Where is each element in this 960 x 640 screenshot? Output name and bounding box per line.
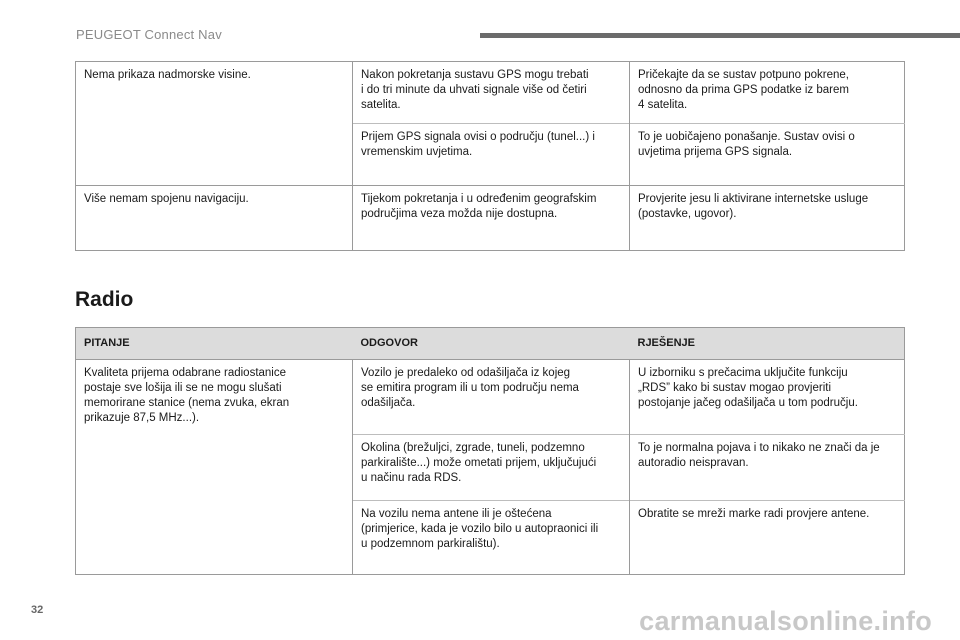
table-header-row — [76, 328, 905, 360]
document-header-title: PEUGEOT Connect Nav — [76, 27, 222, 42]
cause-cell: Okolina (brežuljci, zgrade, tuneli, podzemno parkiralište...) može ometati prijem, uključujući u načinu rada RDS. — [353, 435, 630, 501]
section-title-radio: Radio — [75, 288, 134, 311]
radio-troubleshooting-table — [75, 327, 905, 575]
solution-cell: To je normalna pojava i to nikako ne znači da je autoradio neispravan. — [630, 435, 905, 501]
header-divider-bar — [480, 33, 960, 38]
cause-cell: Vozilo je predaleko od odašiljača iz kojeg se emitira program ili u tom području nema odašiljača. — [353, 360, 630, 435]
question-cell: Više nemam spojenu navigaciju. — [76, 186, 353, 251]
cause-cell: Na vozilu nema antene ili je oštećena (primjerice, kada je vozilo bilo u autopraonici ili u podzemnom parkiralištu). — [353, 501, 630, 575]
table-row — [76, 62, 905, 124]
solution-cell: Obratite se mreži marke radi provjere antene. — [630, 501, 905, 575]
nav-troubleshooting-table — [75, 61, 905, 251]
cause-cell: Tijekom pokretanja i u određenim geografskim područjima veza možda nije dostupna. — [353, 186, 630, 251]
cause-cell: Prijem GPS signala ovisi o području (tunel...) i vremenskim uvjetima. — [353, 124, 630, 186]
table-row — [76, 186, 905, 251]
column-header-answer: ODGOVOR — [353, 328, 630, 360]
solution-cell: To je uobičajeno ponašanje. Sustav ovisi o uvjetima prijema GPS signala. — [630, 124, 905, 186]
solution-cell: U izborniku s prečacima uključite funkciju „RDS” kako bi sustav mogao provjeriti postojanje jačeg odašiljača u tom području. — [630, 360, 905, 435]
question-cell: Nema prikaza nadmorske visine. — [84, 69, 251, 81]
page-number: 32 — [31, 604, 44, 616]
solution-cell: Provjerite jesu li aktivirane internetske usluge (postavke, ugovor). — [630, 186, 905, 251]
table-row — [76, 360, 905, 435]
watermark-text: carmanualsonline.info — [639, 606, 932, 636]
question-cell: Kvaliteta prijema odabrane radiostanice postaje sve lošija ili se ne mogu slušati memorirane stanice (nema zvuka, ekran prikazuje 87,5 MHz...). — [76, 360, 353, 575]
cause-cell: Nakon pokretanja sustavu GPS mogu trebati i do tri minute da uhvati signale više od četiri satelita. — [353, 62, 630, 124]
solution-cell: Pričekajte da se sustav potpuno pokrene, odnosno da prima GPS podatke iz barem 4 satelita. — [630, 62, 905, 124]
column-header-question: PITANJE — [76, 328, 353, 360]
column-header-solution: RJEŠENJE — [630, 328, 905, 360]
